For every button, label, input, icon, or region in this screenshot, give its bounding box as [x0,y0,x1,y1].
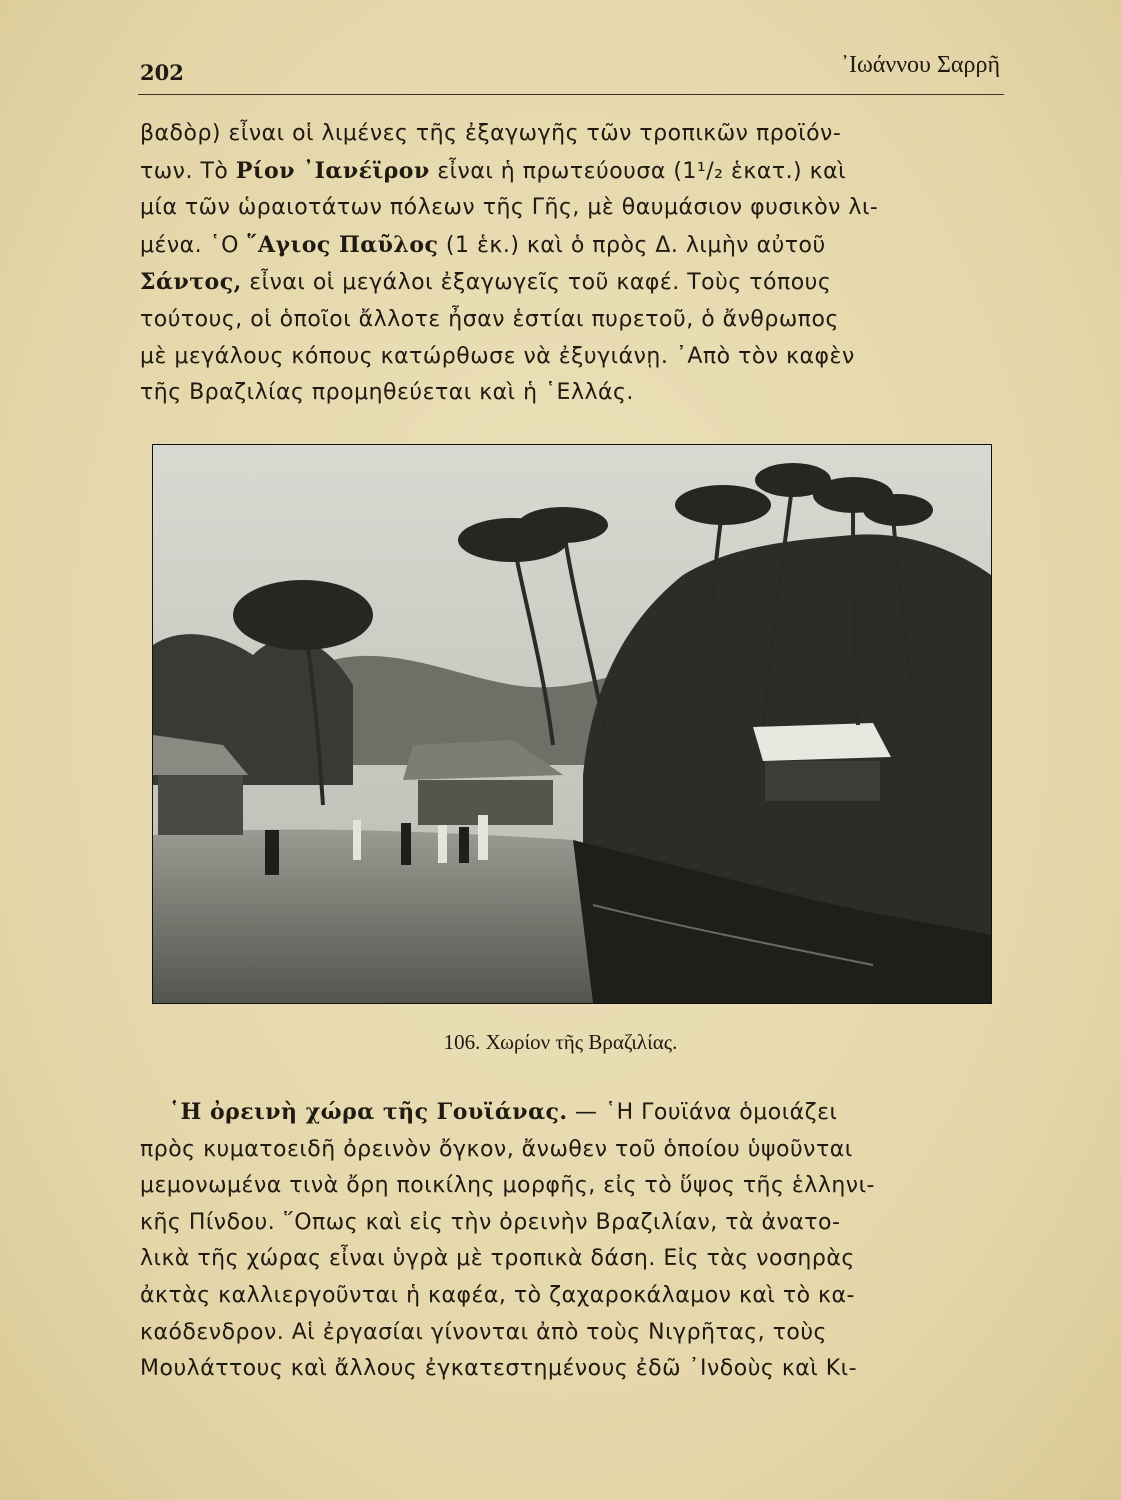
text-line: καόδενδρον. Αἱ ἐργασίαι γίνονται ἀπὸ τοὺς Νιγρῆτας, τοὺς [140,1319,827,1345]
text-line: μὲ μεγάλους κόπους κατώρθωσε νὰ ἐξυγιάνῃ. ᾿Απὸ τὸν καφὲν [140,343,855,369]
text-line: μένα. ῾Ο ῞Αγιος Παῦλος (1 ἑκ.) καὶ ὁ πρὸς Δ. λιμὴν αὐτοῦ [140,231,826,258]
text-line: βαδὸρ) εἶναι οἱ λιμένες τῆς ἐξαγωγῆς τῶν τροπικῶν προϊόν- [140,121,842,146]
page-number: 202 [140,60,184,85]
paragraph-2 [140,1094,1010,1388]
text-line: κῆς Πίνδου. ῞Οπως καὶ εἰς τὴν ὀρεινὴν Βραζιλίαν, τὰ ἀνατο- [140,1209,841,1235]
page-header [138,44,1004,95]
text-line: Μουλάττους καὶ ἄλλους ἐγκατεστημένους ἐδῶ ᾿Ινδοὺς καὶ Κι- [140,1356,858,1382]
figure-caption: 106. Χωρίον τῆς Βραζιλίας. [443,1030,678,1054]
bold-term-santos: Σάντος, [140,269,242,296]
text-line: των. Τὸ Ρίον ᾿Ιανέϊρον εἶναι ἡ πρωτεύουσα (1¹/₂ ἑκατ.) καὶ [140,157,847,184]
text-line: ἀκτὰς καλλιεργοῦνται ἡ καφέα, τὸ ζαχαροκάλαμον καὶ τὸ κα- [140,1282,855,1308]
running-head: ᾿Ιωάννου Σαρρῆ [841,52,1000,78]
village-photograph [152,444,992,1004]
bold-term-rio: Ρίον ᾿Ιανέϊρον [235,157,430,184]
paragraph-1 [140,116,1010,412]
bold-term-sao-paulo: ῞Αγιος Παῦλος [246,231,439,258]
text-line: λικὰ τῆς χώρας εἶναι ὑγρὰ μὲ τροπικὰ δάση. Εἰς τὰς νοσηρὰς [140,1246,855,1272]
text-line: πρὸς κυματοειδῆ ὀρεινὸν ὄγκον, ἄνωθεν τοῦ ὁποίου ὑψοῦνται [140,1136,853,1162]
text-line: μία τῶν ὡραιοτάτων πόλεων τῆς Γῆς, μὲ θαυμάσιον φυσικὸν λι- [140,195,879,221]
text-line: τῆς Βραζιλίας προμηθεύεται καὶ ἡ ῾Ελλάς. [140,380,634,406]
text-line: μεμονωμένα τινὰ ὄρη ποικίλης μορφῆς, εἰς τὸ ὕψος τῆς ἑλληνι- [140,1173,875,1199]
text-line: τούτους, οἱ ὁποῖοι ἄλλοτε ἦσαν ἑστίαι πυρετοῦ, ὁ ἄνθρωπος [140,306,839,332]
text-line: Σάντος, εἶναι οἱ μεγάλοι ἐξαγωγεῖς τοῦ καφέ. Τοὺς τόπους [140,269,832,296]
text-line: ῾Η ὀρεινὴ χώρα τῆς Γουϊάνας. — ῾Η Γουϊάνα ὁμοιάζει [169,1099,838,1125]
section-heading: ῾Η ὀρεινὴ χώρα τῆς Γουϊάνας. [169,1099,568,1125]
